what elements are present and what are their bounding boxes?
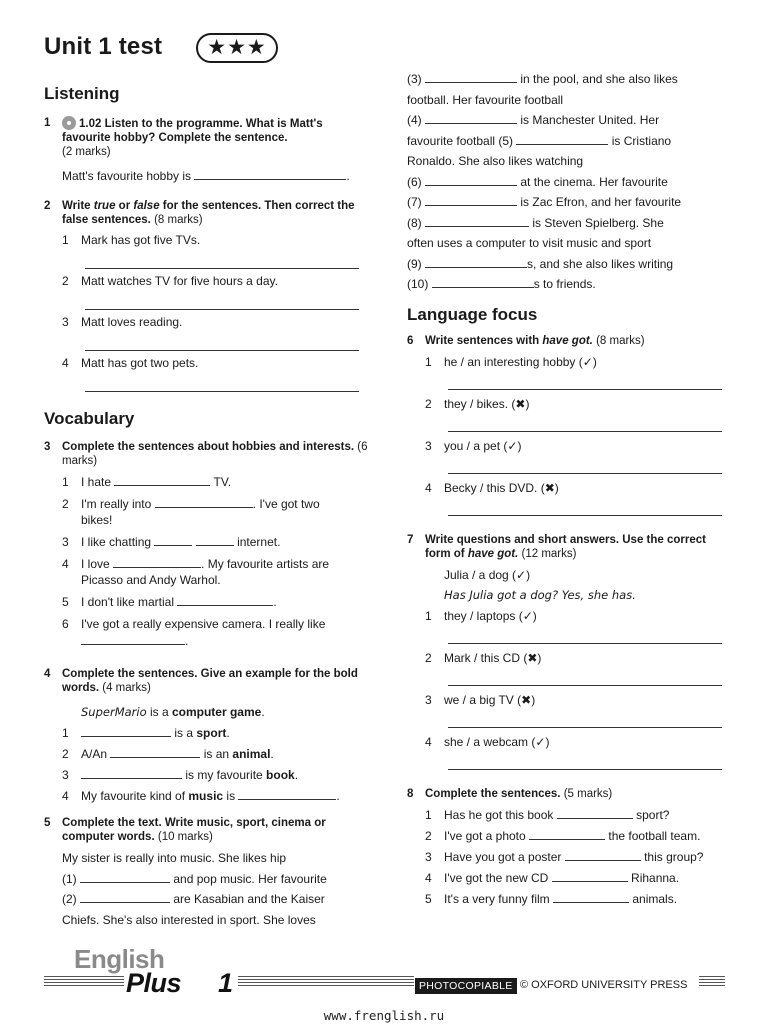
footer-stripes-middle <box>238 976 414 988</box>
page-title: Unit 1 test <box>44 33 163 60</box>
question-8: 8 Complete the sentences. (5 marks) <box>407 787 613 800</box>
write-line[interactable] <box>85 350 359 351</box>
example-answer: Has Julia got a dog? Yes, she has. <box>444 587 636 602</box>
list-item: 1 Has he got this book sport? <box>425 807 670 822</box>
example-prompt: Julia / a dog (✓) <box>444 567 531 582</box>
answer-blank[interactable] <box>81 768 182 779</box>
answer-blank[interactable] <box>529 829 605 840</box>
answer-blank[interactable] <box>553 892 629 903</box>
cloze-text-part-1: My sister is really into music. She likes hip (1) and pop music. Her favourite (2) are Kasabian and the Kaiser Chiefs. She's also interested in sport. She loves <box>62 851 327 928</box>
list-item: 4 My favourite kind of music is . <box>62 789 340 803</box>
answer-blank[interactable] <box>425 113 517 124</box>
list-item: 3 Matt loves reading. <box>62 315 183 329</box>
right-column <box>407 69 725 906</box>
list-item: 2 I'm really into . I've got two bikes! <box>62 497 320 527</box>
list-item: 3 I like chatting internet. <box>62 535 281 549</box>
list-item: 3 we / a big TV (✖) <box>425 692 536 707</box>
photocopiable-label: PHOTOCOPIABLE <box>415 978 517 994</box>
question-4: 4 Complete the sentences. Give an example for the bold words. (4 marks) <box>44 668 358 694</box>
write-line[interactable] <box>448 643 722 644</box>
list-item: 4 she / a webcam (✓) <box>425 734 550 749</box>
answer-blank[interactable] <box>565 850 641 861</box>
list-item: 4 I've got the new CD Rihanna. <box>425 870 680 885</box>
answer-blank[interactable] <box>238 789 336 800</box>
answer-blank[interactable] <box>194 169 346 180</box>
question-2: 2 Write true or false for the sentences. Then correct the false sentences. (8 marks) <box>44 200 355 226</box>
publisher-credit: © OXFORD UNIVERSITY PRESS <box>520 979 688 991</box>
cross-icon: ✖ <box>544 480 555 495</box>
list-item: 4 I love . My favourite artists are Picasso and Andy Warhol. <box>62 557 330 587</box>
list-item: 4 Becky / this DVD. (✖) <box>425 480 559 495</box>
question-marks: (2 marks) <box>62 146 111 158</box>
answer-blank[interactable] <box>425 257 527 268</box>
list-item: 2 Matt watches TV for five hours a day. <box>62 274 278 288</box>
answer-blank[interactable] <box>110 747 200 758</box>
check-icon: ✓ <box>535 734 546 749</box>
answer-blank[interactable] <box>557 808 633 819</box>
list-item: 3 Have you got a poster this group? <box>425 849 704 864</box>
answer-blank[interactable] <box>196 535 234 546</box>
answer-blank[interactable] <box>155 497 253 508</box>
audio-track-number: 1.02 <box>79 118 102 130</box>
question-1 <box>44 116 374 159</box>
answer-blank[interactable] <box>177 595 273 606</box>
left-column <box>44 84 374 931</box>
write-line[interactable] <box>448 389 722 390</box>
list-item: 2 I've got a photo the football team. <box>425 828 701 843</box>
answer-blank[interactable] <box>516 134 608 145</box>
footer-stripes-left <box>44 976 124 988</box>
answer-blank[interactable] <box>81 726 171 737</box>
list-item: 5 It's a very funny film animals. <box>425 891 678 906</box>
logo-level-number: 1 <box>218 968 234 998</box>
example-sentence: SuperMario is a computer game. <box>81 705 265 719</box>
answer-blank[interactable] <box>81 634 185 645</box>
section-title-listening: Listening <box>44 84 120 103</box>
write-line[interactable] <box>448 473 722 474</box>
check-icon: ✓ <box>582 354 593 369</box>
write-line[interactable] <box>85 309 359 310</box>
question-7: 7 Write questions and short answers. Use the correct form of have got. (12 marks) <box>407 533 706 560</box>
question-6: 6 Write sentences with have got. (8 marks) <box>407 334 645 347</box>
website-url: www.frenglish.ru <box>323 1008 445 1023</box>
footer-band <box>44 936 725 1002</box>
list-item: 1 is a sport. <box>62 726 230 740</box>
check-icon: ✓ <box>522 608 533 623</box>
answer-blank[interactable] <box>80 892 170 903</box>
logo-english: English <box>74 944 165 974</box>
list-item: 4 Matt has got two pets. <box>62 356 199 370</box>
difficulty-stars-badge: ★★★ <box>196 33 278 63</box>
cross-icon: ✖ <box>515 396 526 411</box>
list-item: 2 Mark / this CD (✖) <box>425 650 542 665</box>
write-line[interactable] <box>85 391 359 392</box>
footer-stripes-right <box>699 976 725 988</box>
answer-blank[interactable] <box>432 277 534 288</box>
answer-blank[interactable] <box>425 195 517 206</box>
logo-plus: Plus <box>126 968 182 998</box>
write-line[interactable] <box>85 268 359 269</box>
cross-icon: ✖ <box>521 692 532 707</box>
question-instruction: Listen to the programme. What is Matt's favourite hobby? Complete the sentence. <box>62 118 323 144</box>
answer-blank[interactable] <box>154 535 192 546</box>
audio-cd-icon <box>62 116 76 130</box>
write-line[interactable] <box>448 685 722 686</box>
answer-blank[interactable] <box>552 871 628 882</box>
cloze-text-part-2: (3) in the pool, and she also likes football. Her favourite football (4) is Manchester United. Her favourite football (5) is Cristiano Ronaldo. She also likes watching (6) at the cinema. Her favourite (7) is Zac Efron, and her favourite (8) is Steven Spielberg. She often uses a computer to visit music and sport (9) s, and she also likes writing (10) s to friends. <box>407 72 682 291</box>
answer-blank[interactable] <box>80 872 170 883</box>
list-item: 1 Mark has got five TVs. <box>62 233 201 247</box>
list-item: 1 he / an interesting hobby (✓) <box>425 354 597 369</box>
list-item: 3 is my favourite book. <box>62 768 299 782</box>
check-icon: ✓ <box>516 567 527 582</box>
list-item: 2 A/An is an animal. <box>62 747 274 761</box>
answer-blank[interactable] <box>425 175 517 186</box>
answer-blank[interactable] <box>425 72 517 83</box>
question-5: 5 Complete the text. Write music, sport, cinema or computer words. (10 marks) <box>44 817 326 843</box>
check-icon: ✓ <box>507 438 518 453</box>
list-item: 5 I don't like martial . <box>62 595 277 609</box>
answer-blank[interactable] <box>425 216 529 227</box>
answer-line: Matt's favourite hobby is . <box>62 169 350 183</box>
list-item: 1 they / laptops (✓) <box>425 608 537 623</box>
write-line[interactable] <box>448 769 722 770</box>
section-title-language-focus: Language focus <box>407 304 538 324</box>
write-line[interactable] <box>448 515 722 516</box>
list-item: 6 I've got a really expensive camera. I really like . <box>62 617 326 648</box>
list-item: 1 I hate TV. <box>62 475 232 489</box>
question-3: 3 Complete the sentences about hobbies and interests. (6 marks) <box>44 441 368 467</box>
section-title-vocabulary: Vocabulary <box>44 409 135 428</box>
cross-icon: ✖ <box>527 650 538 665</box>
write-line[interactable] <box>448 431 722 432</box>
answer-blank[interactable] <box>114 475 210 486</box>
write-line[interactable] <box>448 727 722 728</box>
answer-blank[interactable] <box>113 557 201 568</box>
question-number: 1 <box>44 117 51 129</box>
list-item: 3 you / a pet (✓) <box>425 438 522 453</box>
list-item: 2 they / bikes. (✖) <box>425 396 530 411</box>
